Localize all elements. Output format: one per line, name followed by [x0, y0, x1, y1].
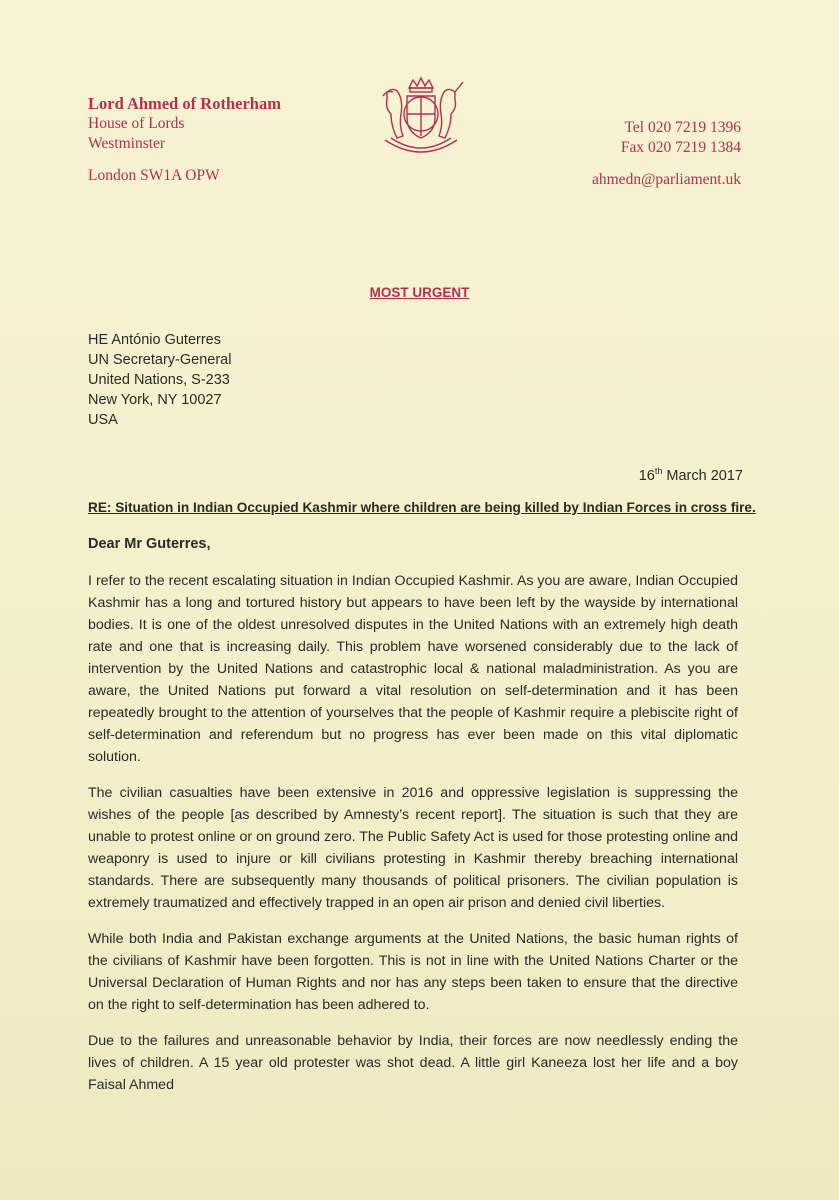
- crest-icon: [365, 74, 477, 166]
- recipient-line: United Nations, S-233: [88, 372, 230, 388]
- body-paragraph: The civilian casualties have been extensive in 2016 and oppressive legislation is suppressing the wishes of the people [as described by Amnesty’s recent report]. The situation is such that they are unable to protest online or on ground zero. The Public Safety Act is used for those protesting online and weaponry is used to injure or kill civilians protesting in Kashmir thereby breaching international standards. There are subsequently many thousands of political prisoners. The civilian population is extremely traumatized and effectively trapped in an open air prison and denied civil liberties.: [88, 785, 738, 911]
- urgency-heading: MOST URGENT: [369, 285, 470, 300]
- house-of-lords-crest: [365, 74, 477, 166]
- recipient-address: [88, 330, 231, 430]
- body-paragraph: Due to the failures and unreasonable behavior by India, their forces are now needlessly ending the lives of children. A 15 year old protester was shot dead. A little girl Kaneeza lost her life and a boy Faisal Ahmed: [88, 1033, 738, 1093]
- sender-address: [88, 94, 281, 186]
- telephone-number: Tel 020 7219 1396: [624, 119, 741, 136]
- email-address[interactable]: ahmedn@parliament.uk: [592, 171, 741, 188]
- recipient-line: New York, NY 10027: [88, 392, 222, 408]
- body-paragraph: While both India and Pakistan exchange arguments at the United Nations, the basic human rights of the civilians of Kashmir have been forgotten. This is not in line with the United Nations Charter or the Universal Declaration of Human Rights and nor has any steps been taken to ensure that the directive on the right to self-determination has been adhered to.: [88, 931, 738, 1013]
- contact-details: [592, 118, 741, 190]
- subject-line: RE: Situation in Indian Occupied Kashmir where children are being killed by Indian Forces in cross fire.: [88, 500, 756, 515]
- salutation: Dear Mr Guterres,: [88, 536, 211, 552]
- sender-name: Lord Ahmed of Rotherham: [88, 94, 281, 113]
- letter-date: [639, 466, 743, 484]
- recipient-line: HE António Guterres: [88, 332, 221, 348]
- body-paragraph: I refer to the recent escalating situation in Indian Occupied Kashmir. As you are aware, Indian Occupied Kashmir has a long and tortured history but appears to have been left by the wayside by international bodies. It is one of the oldest unresolved disputes in the United Nations with an extremely high death rate and one that is increasing daily. This problem have worsened considerably due to the lack of intervention by the United Nations and catastrophic local & national maladministration. As you are aware, the United Nations put forward a vital resolution on self-determination and it has been repeatedly brought to the attention of yourselves that the people of Kashmir require a plebiscite right of self-determination and referendum but no progress has ever been made on this vital diplomatic solution.: [88, 573, 738, 765]
- fax-number: Fax 020 7219 1384: [620, 139, 741, 156]
- sender-line: House of Lords: [88, 115, 185, 132]
- date-day: 16: [638, 467, 655, 484]
- date-month-year: March 2017: [662, 467, 743, 484]
- date-suffix: th: [654, 466, 663, 476]
- recipient-line: USA: [88, 412, 118, 428]
- recipient-line: UN Secretary-General: [88, 352, 232, 368]
- sender-line: Westminster: [88, 135, 166, 152]
- sender-line: London SW1A OPW: [88, 167, 220, 184]
- letter-body: [88, 570, 738, 1110]
